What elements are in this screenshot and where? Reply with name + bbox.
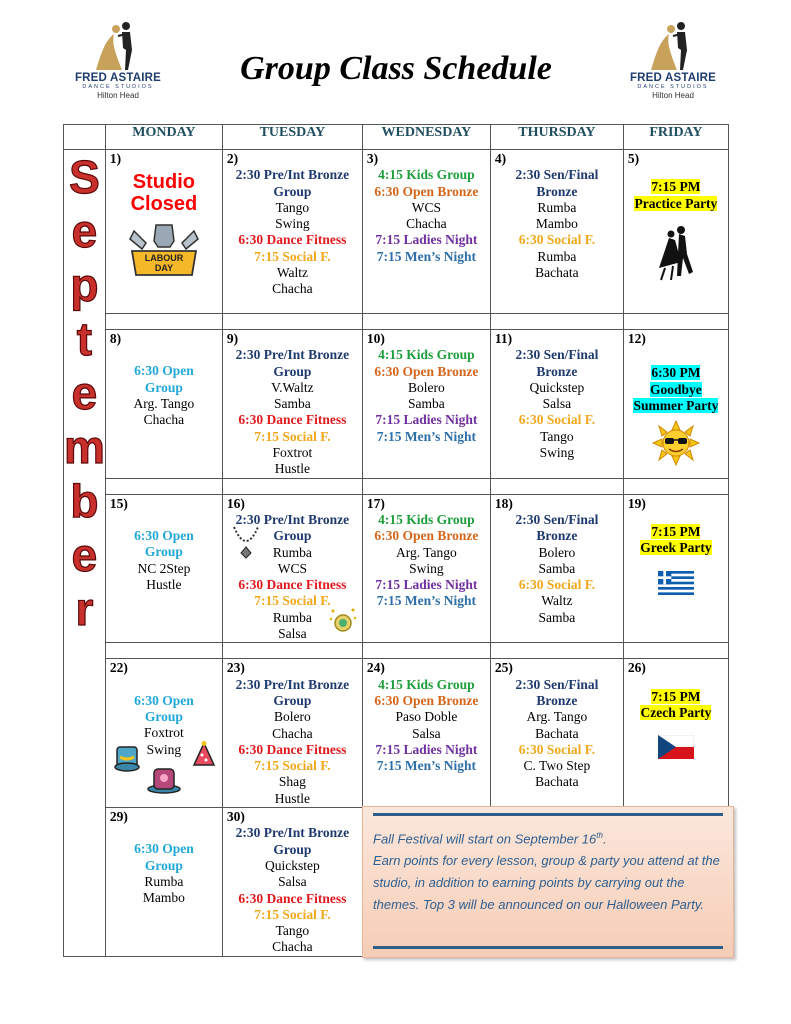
dance-line: Mambo	[142, 890, 185, 906]
class-line: 6:30 Dance Fitness	[238, 232, 347, 248]
party-time: 6:30 PM	[651, 365, 701, 381]
party-name: Greek Party	[640, 540, 712, 556]
dance-line: Salsa	[412, 725, 441, 741]
dance-line: Rumba	[537, 248, 577, 264]
day-number: 10)	[366, 331, 385, 346]
week-gap-row	[64, 478, 729, 494]
party-time: 7:15 PM	[651, 179, 701, 195]
class-line: Group	[144, 379, 183, 395]
greek-flag-icon	[658, 571, 694, 595]
day-number: 17)	[366, 495, 385, 511]
class-line: Group	[144, 857, 183, 873]
day-cell-10	[362, 330, 490, 479]
class-line: 4:15 Kids Group	[378, 347, 475, 363]
week-row	[64, 150, 729, 314]
dance-line: Chacha	[143, 412, 185, 428]
dance-line: Bolero	[538, 544, 576, 560]
day-cell-1	[105, 150, 222, 314]
day-number: 8)	[109, 331, 122, 346]
day-number: 12)	[627, 331, 646, 346]
corner-cell	[64, 125, 106, 150]
day-cell-16	[222, 494, 362, 643]
day-cell-8	[105, 330, 222, 479]
day-cell-30	[222, 808, 362, 957]
class-line: 6:30 Social F.	[518, 577, 596, 593]
class-line: Group	[144, 708, 183, 724]
day-number: 2)	[226, 151, 239, 166]
class-line: 6:30 Open Bronze	[374, 183, 479, 199]
logo-brand: FRED ASTAIRE	[629, 72, 717, 84]
necklace-icon	[231, 525, 261, 559]
class-line: 2:30 Sen/Final	[515, 347, 599, 363]
class-line: 6:30 Dance Fitness	[238, 412, 347, 428]
class-line: Group	[273, 692, 312, 708]
day-number: 18)	[494, 495, 513, 511]
day-cell-2	[222, 150, 362, 314]
day-cell-18	[490, 494, 623, 643]
fall-festival-note	[362, 806, 734, 958]
month-letter: S	[69, 151, 100, 203]
day-number: 9)	[226, 331, 239, 346]
day-cell-12	[623, 330, 728, 479]
dancers-logo-icon	[88, 20, 148, 72]
day-number: 11)	[494, 331, 513, 346]
class-line: 6:30 Open	[134, 841, 194, 857]
day-header-row	[64, 125, 729, 150]
day-cell-29	[105, 808, 222, 957]
class-line: 2:30 Sen/Final	[515, 167, 599, 183]
logo-location: Hilton Head	[652, 91, 694, 100]
dance-line: Shag	[278, 774, 306, 790]
day-number: 1)	[109, 151, 122, 166]
day-number: 24)	[366, 660, 385, 676]
class-line: 7:15 Social F.	[254, 906, 331, 922]
labour-day-label: DAY	[154, 263, 173, 274]
day-number: 4)	[494, 151, 507, 166]
day-number: 16)	[226, 495, 245, 511]
class-line: 7:15 Social F.	[254, 428, 331, 444]
class-line: Bronze	[536, 528, 578, 544]
dance-line: Samba	[274, 396, 311, 412]
class-line: 2:30 Pre/Int Bronze	[235, 167, 350, 183]
dance-line: Tango	[275, 199, 310, 215]
dance-line: NC 2Step	[137, 560, 191, 576]
day-header: THURSDAY	[490, 125, 623, 150]
day-number: 19)	[627, 495, 646, 511]
day-number: 23)	[226, 660, 245, 676]
day-cell-11	[490, 330, 623, 479]
dance-line: Chacha	[272, 939, 313, 955]
class-line: 7:15 Social F.	[254, 248, 331, 264]
dance-line: Arg. Tango	[526, 709, 588, 725]
logo-right	[628, 20, 718, 101]
month-letter: r	[75, 583, 94, 635]
day-cell-23	[222, 659, 362, 808]
class-line: 7:15 Social F.	[254, 593, 331, 609]
dance-line: Hustle	[274, 461, 311, 477]
dance-line: Arg. Tango	[133, 395, 195, 411]
dance-line: Foxtrot	[272, 445, 313, 461]
week-gap-row	[64, 314, 729, 330]
note-superscript: th	[596, 831, 603, 840]
note-text	[373, 825, 723, 916]
dance-line: Bachata	[535, 774, 579, 790]
class-line: 4:15 Kids Group	[378, 676, 475, 692]
dance-line: Swing	[409, 560, 444, 576]
logo-left	[73, 20, 163, 101]
class-line: 6:30 Social F.	[518, 741, 596, 757]
class-line: Group	[273, 528, 312, 544]
class-line: 2:30 Pre/Int Bronze	[235, 676, 350, 692]
class-line: 6:30 Dance Fitness	[238, 741, 347, 757]
logo-brand: FRED ASTAIRE	[74, 72, 162, 84]
month-letter: p	[70, 259, 99, 311]
dance-line: Waltz	[541, 593, 573, 609]
dance-line: Swing	[539, 445, 575, 461]
class-line: 7:15 Social F.	[254, 758, 331, 774]
dance-line: V.Waltz	[271, 379, 314, 395]
party-hat-flower-icon	[146, 765, 182, 795]
class-line: 6:30 Open Bronze	[374, 692, 479, 708]
day-number: 29)	[109, 809, 128, 825]
dance-line: Foxtrot	[144, 725, 184, 741]
logo-location: Hilton Head	[97, 91, 139, 100]
class-line: 6:30 Open Bronze	[374, 528, 479, 544]
party-name: Goodbye	[650, 381, 702, 397]
dance-line: Samba	[538, 560, 576, 576]
day-number: 15)	[109, 495, 128, 511]
class-line: 4:15 Kids Group	[378, 167, 475, 183]
dance-line: WCS	[277, 560, 308, 576]
dance-line: C. Two Step	[523, 758, 591, 774]
class-line: 7:15 Men’s Night	[376, 428, 477, 444]
day-cell-3	[362, 150, 490, 314]
dance-line: Bachata	[535, 725, 579, 741]
class-line: Bronze	[536, 363, 578, 379]
page-title: Group Class Schedule	[240, 50, 552, 87]
class-line: 7:15 Men’s Night	[376, 593, 477, 609]
note-body: Earn points for every lesson, group & party you attend at the studio, in addition to earning points by carrying out the themes. Top 3 will be announced on our Halloween Party.	[373, 853, 720, 913]
dance-line: Mambo	[535, 216, 578, 232]
day-cell-22	[105, 659, 222, 808]
class-line: 6:30 Dance Fitness	[238, 577, 347, 593]
month-letter: e	[71, 367, 98, 419]
day-cell-19	[623, 494, 728, 643]
class-line: 2:30 Pre/Int Bronze	[235, 511, 350, 527]
class-line: 6:30 Dance Fitness	[238, 890, 347, 906]
dance-line: Salsa	[278, 626, 307, 642]
class-line: 7:15 Ladies Night	[375, 741, 478, 757]
party-name: Czech Party	[640, 704, 712, 720]
class-line: 2:30 Sen/Final	[515, 676, 599, 692]
day-number: 5)	[627, 151, 640, 166]
party-time: 7:15 PM	[651, 688, 701, 704]
sun-sunglasses-icon	[650, 420, 702, 466]
note-line1-end: .	[602, 831, 607, 847]
day-header: WEDNESDAY	[362, 125, 490, 150]
party-time: 7:15 PM	[651, 523, 701, 539]
month-column	[64, 150, 106, 957]
dance-line: Arg. Tango	[396, 544, 457, 560]
dance-line: Rumba	[537, 199, 577, 215]
day-cell-15	[105, 494, 222, 643]
class-line: 7:15 Ladies Night	[375, 232, 478, 248]
day-header: MONDAY	[105, 125, 222, 150]
week-row	[64, 659, 729, 808]
labour-day-label: LABOUR	[144, 253, 184, 264]
class-line: Bronze	[536, 692, 578, 708]
day-number: 30)	[226, 809, 245, 825]
month-letter: b	[70, 475, 99, 527]
czech-flag-icon	[658, 735, 694, 759]
dance-line: Quickstep	[265, 857, 320, 873]
party-hat-icon	[114, 743, 140, 773]
class-line: 6:30 Open Bronze	[374, 363, 479, 379]
month-vertical-text	[64, 150, 105, 636]
dance-line: Bolero	[408, 379, 445, 395]
note-line1: Fall Festival will start on September 16	[373, 831, 597, 847]
class-line: 2:30 Sen/Final	[515, 511, 599, 527]
dance-line: Chacha	[406, 216, 447, 232]
class-line: 7:15 Men’s Night	[376, 248, 477, 264]
studio-closed-text: Studio	[132, 171, 196, 194]
week-row	[64, 494, 729, 643]
month-letter: e	[71, 205, 98, 257]
class-line: 7:15 Ladies Night	[375, 577, 478, 593]
dance-line: Waltz	[276, 265, 308, 281]
party-name: Summer Party	[633, 397, 719, 413]
class-line: Group	[273, 363, 312, 379]
jewel-icon	[328, 606, 358, 636]
party-hat-cone-icon	[192, 741, 216, 769]
week-gap-row	[64, 643, 729, 659]
studio-closed-text: Closed	[130, 193, 198, 216]
dance-line: WCS	[411, 199, 442, 215]
logo-sub: DANCE STUDIOS	[637, 84, 709, 90]
class-line: 7:15 Ladies Night	[375, 412, 478, 428]
dance-line: Samba	[538, 609, 576, 625]
dance-line: Hustle	[274, 790, 311, 806]
dance-line: Rumba	[272, 609, 312, 625]
day-cell-17	[362, 494, 490, 643]
day-number: 25)	[494, 660, 513, 676]
dance-line: Rumba	[272, 544, 312, 560]
day-number: 26)	[627, 660, 646, 676]
class-line: Bronze	[536, 183, 578, 199]
dance-line: Swing	[146, 741, 182, 757]
dance-line: Hustle	[146, 576, 182, 592]
dancers-logo-icon	[643, 20, 703, 72]
dance-line: Samba	[408, 396, 445, 412]
month-letter: m	[64, 421, 105, 473]
dance-line: Bachata	[535, 265, 579, 281]
class-line: 2:30 Pre/Int Bronze	[235, 347, 350, 363]
dance-line: Paso Doble	[395, 709, 458, 725]
class-line: 6:30 Open	[134, 692, 194, 708]
month-letter: t	[76, 313, 93, 365]
party-name: Practice Party	[634, 195, 718, 211]
labour-day-icon	[126, 221, 202, 281]
dance-line: Chacha	[272, 281, 313, 297]
day-header: TUESDAY	[222, 125, 362, 150]
day-number: 3)	[366, 151, 379, 166]
dance-line: Quickstep	[529, 379, 585, 395]
dance-line: Bolero	[274, 709, 311, 725]
class-line: 2:30 Pre/Int Bronze	[235, 825, 350, 841]
class-line: Group	[273, 841, 312, 857]
class-line: 6:30 Social F.	[518, 232, 596, 248]
dance-line: Swing	[275, 216, 310, 232]
class-line: 6:30 Open	[134, 363, 194, 379]
week-row	[64, 330, 729, 479]
day-cell-4	[490, 150, 623, 314]
day-cell-5	[623, 150, 728, 314]
dance-line: Rumba	[144, 873, 184, 889]
class-line: Group	[273, 183, 312, 199]
class-line: 6:30 Social F.	[518, 412, 596, 428]
dance-line: Salsa	[278, 874, 307, 890]
dancing-couple-icon	[651, 224, 701, 286]
day-number: 22)	[109, 660, 128, 676]
day-cell-26	[623, 659, 728, 808]
day-cell-24	[362, 659, 490, 808]
day-header: FRIDAY	[623, 125, 728, 150]
class-line: 7:15 Men’s Night	[376, 758, 477, 774]
month-letter: e	[71, 529, 98, 581]
day-cell-9	[222, 330, 362, 479]
dance-line: Tango	[540, 428, 574, 444]
dance-line: Tango	[275, 923, 310, 939]
dance-line: Salsa	[542, 396, 572, 412]
note-bottom-bar	[373, 946, 723, 949]
class-line: 6:30 Open	[134, 527, 194, 543]
day-cell-25	[490, 659, 623, 808]
note-top-bar	[373, 813, 723, 816]
logo-sub: DANCE STUDIOS	[82, 84, 154, 90]
class-line: Group	[144, 544, 183, 560]
class-line: 4:15 Kids Group	[378, 511, 475, 527]
dance-line: Chacha	[272, 725, 313, 741]
